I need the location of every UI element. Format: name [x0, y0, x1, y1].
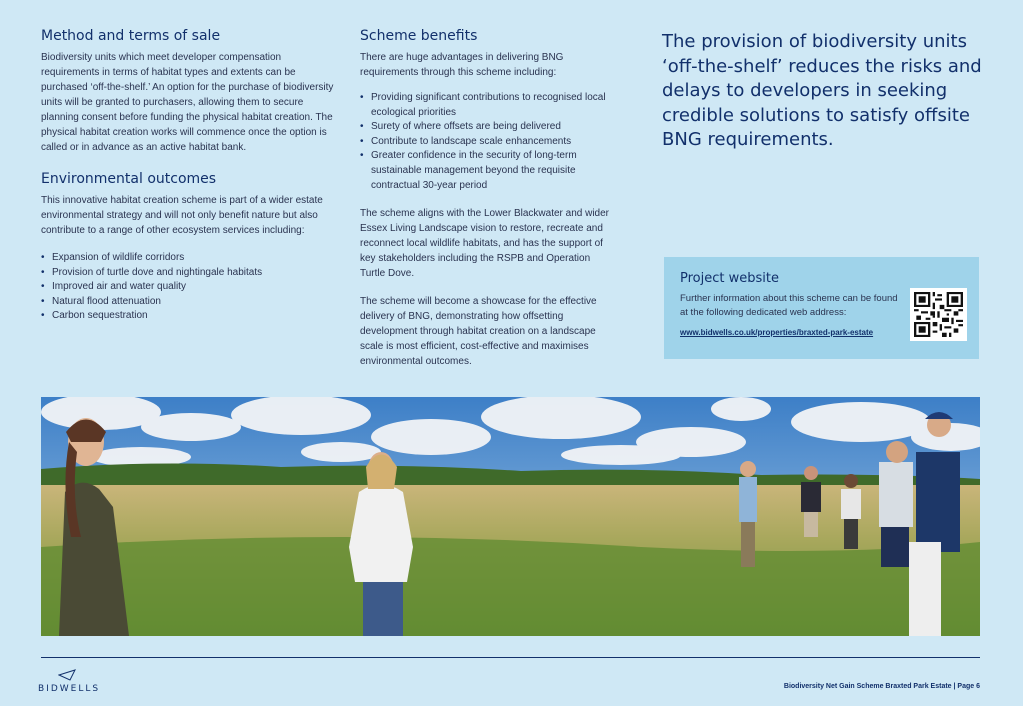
list-item: • Natural flood attenuation — [41, 295, 341, 310]
list-item: • Improved air and water quality — [41, 280, 341, 295]
pull-quote: The provision of biodiversity units ‘off-the-shelf’ reduces the risks and delays to developers in seeking credible solutions to satisfy offsite BNG requirements. — [662, 31, 982, 150]
website-text: Further information about this scheme can be found at the following dedicated web address: — [680, 293, 898, 318]
bidwells-logo — [38, 669, 100, 694]
environmental-heading: Environmental outcomes — [41, 171, 217, 187]
environmental-list — [41, 251, 341, 324]
showcase-paragraph: The scheme will become a showcase for the effective delivery of BNG, demonstrating how offsetting development through habitat creation on a landscape scale is most efficient, cost-effective and maximises environmental outcomes. — [360, 296, 597, 368]
list-item: • Expansion of wildlife corridors — [41, 251, 341, 266]
list-item: • Contribute to landscape scale enhancements — [360, 135, 610, 150]
list-item: • Providing significant contributions to recognised local ecological priorities — [360, 91, 610, 120]
method-heading: Method and terms of sale — [41, 28, 221, 44]
page-footer-label: Biodiversity Net Gain Scheme Braxted Park Estate | Page 6 — [783, 683, 980, 690]
meadow-photo — [41, 397, 980, 636]
list-item: • Surety of where offsets are being delivered — [360, 120, 610, 135]
list-item: • Greater confidence in the security of long-term sustainable management beyond the requisite contractual 30-year period — [360, 149, 610, 193]
project-website-box — [664, 257, 979, 359]
landscape-paragraph: The scheme aligns with the Lower Blackwater and wider Essex Living Landscape vision to restore, recreate and reconnect local wildlife habitats, and has the support of key stakeholders including the RSPB and Operation Turtle Dove. — [360, 208, 610, 280]
list-item: • Carbon sequestration — [41, 309, 341, 324]
website-link[interactable]: www.bidwells.co.uk/properties/braxted-park-estate — [680, 328, 874, 337]
footer-divider — [41, 657, 980, 658]
logo-arrow-icon — [58, 669, 76, 681]
logo-text: BIDWELLS — [38, 684, 101, 694]
environmental-body: This innovative habitat creation scheme is part of a wider estate environmental strategy and will not only benefit nature but also contribute to a range of other ecosystem services including: — [41, 195, 323, 236]
benefits-heading: Scheme benefits — [360, 28, 478, 44]
qr-code-icon — [910, 288, 967, 341]
benefits-list — [360, 91, 610, 193]
middle-column — [360, 28, 610, 369]
method-body: Biodiversity units which meet developer compensation requirements in terms of habitat types and extents can be purchased ‘off-the-shelf.’ An option for the purchase of biodiversity units will be granted to purchasers, allowing them to secure planning consent before funding the physical habitat creation. The physical habitat creation works will commence once the option is called or in advance as an active habitat bank. — [41, 52, 334, 153]
list-item: • Provision of turtle dove and nightingale habitats — [41, 266, 341, 281]
website-heading: Project website — [680, 271, 779, 286]
benefits-intro: There are huge advantages in delivering BNG requirements through this scheme including: — [360, 52, 564, 78]
left-column — [41, 28, 341, 324]
